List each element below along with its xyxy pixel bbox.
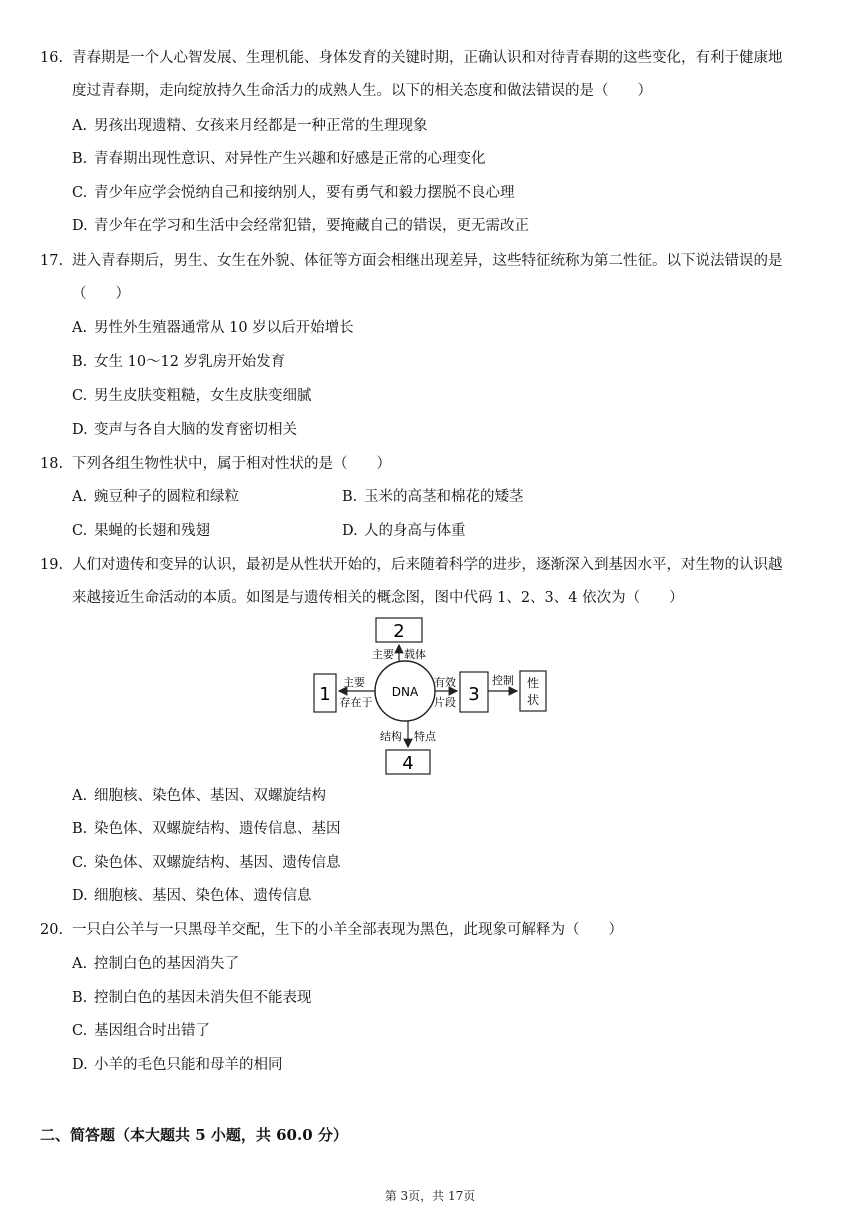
page-footer: 第 3页，共 17页 (384, 1189, 476, 1203)
question-18 (40, 448, 830, 481)
label-structure: 结构 (380, 730, 402, 743)
box-1-label: 1 (319, 684, 331, 705)
option-letter: A. (72, 320, 88, 336)
option-text: 青春期出现性意识、对异性产生兴趣和好感是正常的心理变化 (94, 151, 486, 167)
trait-label-line2: 状 (526, 693, 540, 707)
question-number: 16. (40, 50, 64, 66)
option-letter: C. (72, 855, 88, 871)
question-stem: 下列各组生物性状中，属于相对性状的是（ ） (72, 456, 391, 472)
option-letter: D. (72, 1057, 88, 1073)
option-b (72, 149, 486, 169)
option-text: 玉米的高茎和棉花的矮茎 (364, 489, 524, 505)
option-b (72, 352, 285, 372)
option-d (342, 521, 466, 541)
option-letter: B. (72, 990, 88, 1006)
option-a (72, 116, 428, 136)
option-text: 果蝇的长翅和残翅 (94, 523, 210, 539)
box-4-label: 4 (402, 753, 414, 774)
label-exists-in: 存在于 (339, 696, 373, 709)
question-stem-continued: 来越接近生命活动的本质。如图是与遗传相关的概念图，图中代码 1、2、3、4 依次为（ ） (72, 590, 684, 606)
option-text: 控制白色的基因未消失但不能表现 (94, 990, 312, 1006)
question-number: 19. (40, 557, 64, 573)
option-b (72, 988, 312, 1008)
dna-label: DNA (391, 685, 419, 699)
question-19 (40, 549, 830, 615)
option-b (72, 819, 341, 839)
genetics-concept-diagram (310, 616, 550, 776)
option-letter: C. (72, 185, 88, 201)
label-effective: 有效 (434, 676, 456, 689)
option-a (72, 487, 239, 507)
option-letter: C. (72, 523, 88, 539)
option-letter: D. (72, 422, 88, 438)
option-letter: C. (72, 388, 88, 404)
label-carrier: 载体 (404, 648, 426, 661)
option-letter: A. (72, 956, 88, 972)
option-c (72, 1021, 210, 1041)
option-text: 小羊的毛色只能和母羊的相同 (94, 1057, 283, 1073)
option-letter: C. (72, 1023, 88, 1039)
question-stem-continued: 度过青春期，走向绽放持久生命活力的成熟人生。以下的相关态度和做法错误的是（ ） (72, 83, 652, 99)
option-text: 人的身高与体重 (364, 523, 466, 539)
option-a (72, 786, 326, 806)
option-letter: B. (72, 151, 88, 167)
option-text: 变声与各自大脑的发育密切相关 (94, 422, 297, 438)
option-d (72, 216, 529, 236)
option-a (72, 954, 239, 974)
option-a (72, 318, 354, 338)
question-stem: 一只白公羊与一只黑母羊交配，生下的小羊全部表现为黑色，此现象可解释为（ ） (72, 922, 623, 938)
question-stem: 人们对遗传和变异的认识，最初是从性状开始的，后来随着科学的进步，逐渐深入到基因水平，对生物的认识越 (72, 557, 783, 573)
option-letter: D. (72, 218, 88, 234)
option-text: 细胞核、基因、染色体、遗传信息 (94, 888, 312, 904)
option-letter: B. (72, 354, 88, 370)
question-stem: 进入青春期后，男生、女生在外貌、体征等方面会相继出现差异，这些特征统称为第二性征。以下说法错误的是 (72, 253, 783, 269)
option-d (72, 420, 297, 440)
question-17 (40, 245, 830, 311)
option-d (72, 1055, 283, 1075)
option-b (342, 487, 524, 507)
label-main: 主要 (372, 648, 394, 661)
option-text: 染色体、双螺旋结构、基因、遗传信息 (94, 855, 341, 871)
question-number: 20. (40, 922, 64, 938)
option-text: 控制白色的基因消失了 (94, 956, 239, 972)
option-c (72, 853, 341, 873)
option-text: 染色体、双螺旋结构、遗传信息、基因 (94, 821, 341, 837)
option-letter: B. (342, 489, 358, 505)
label-main-left: 主要 (343, 676, 365, 689)
question-16 (40, 42, 830, 108)
option-text: 男孩出现遗精、女孩来月经都是一种正常的生理现象 (94, 118, 428, 134)
option-text: 男生皮肤变粗糙，女生皮肤变细腻 (94, 388, 312, 404)
question-20 (40, 914, 830, 947)
option-text: 青少年应学会悦纳自己和接纳别人，要有勇气和毅力摆脱不良心理 (94, 185, 515, 201)
option-text: 基因组合时出错了 (94, 1023, 210, 1039)
label-feature: 特点 (414, 730, 436, 743)
option-text: 女生 10～12 岁乳房开始发育 (94, 354, 286, 370)
option-d (72, 886, 312, 906)
box-3-label: 3 (468, 684, 480, 705)
section-title: 二、简答题（本大题共 5 小题，共 60.0 分） (40, 1126, 348, 1144)
question-stem: 青春期是一个人心智发展、生理机能、身体发育的关键时期，正确认识和对待青春期的这些变化，有利于健康地 (72, 50, 783, 66)
question-number: 17. (40, 253, 64, 269)
label-control: 控制 (492, 674, 514, 687)
option-c (72, 521, 210, 541)
option-c (72, 386, 312, 406)
question-number: 18. (40, 456, 64, 472)
label-segment: 片段 (434, 696, 456, 709)
option-text: 青少年在学习和生活中会经常犯错，要掩藏自己的错误，更无需改正 (94, 218, 529, 234)
option-letter: A. (72, 489, 88, 505)
option-letter: D. (342, 523, 358, 539)
question-stem-continued: （ ） (72, 286, 130, 302)
option-letter: A. (72, 118, 88, 134)
option-text: 男性外生殖器通常从 10 岁以后开始增长 (94, 320, 354, 336)
trait-label-line1: 性 (526, 676, 540, 690)
option-letter: A. (72, 788, 88, 804)
option-text: 细胞核、染色体、基因、双螺旋结构 (94, 788, 326, 804)
option-c (72, 183, 515, 203)
option-letter: D. (72, 888, 88, 904)
option-text: 豌豆种子的圆粒和绿粒 (94, 489, 239, 505)
box-2-label: 2 (393, 621, 405, 642)
option-letter: B. (72, 821, 88, 837)
